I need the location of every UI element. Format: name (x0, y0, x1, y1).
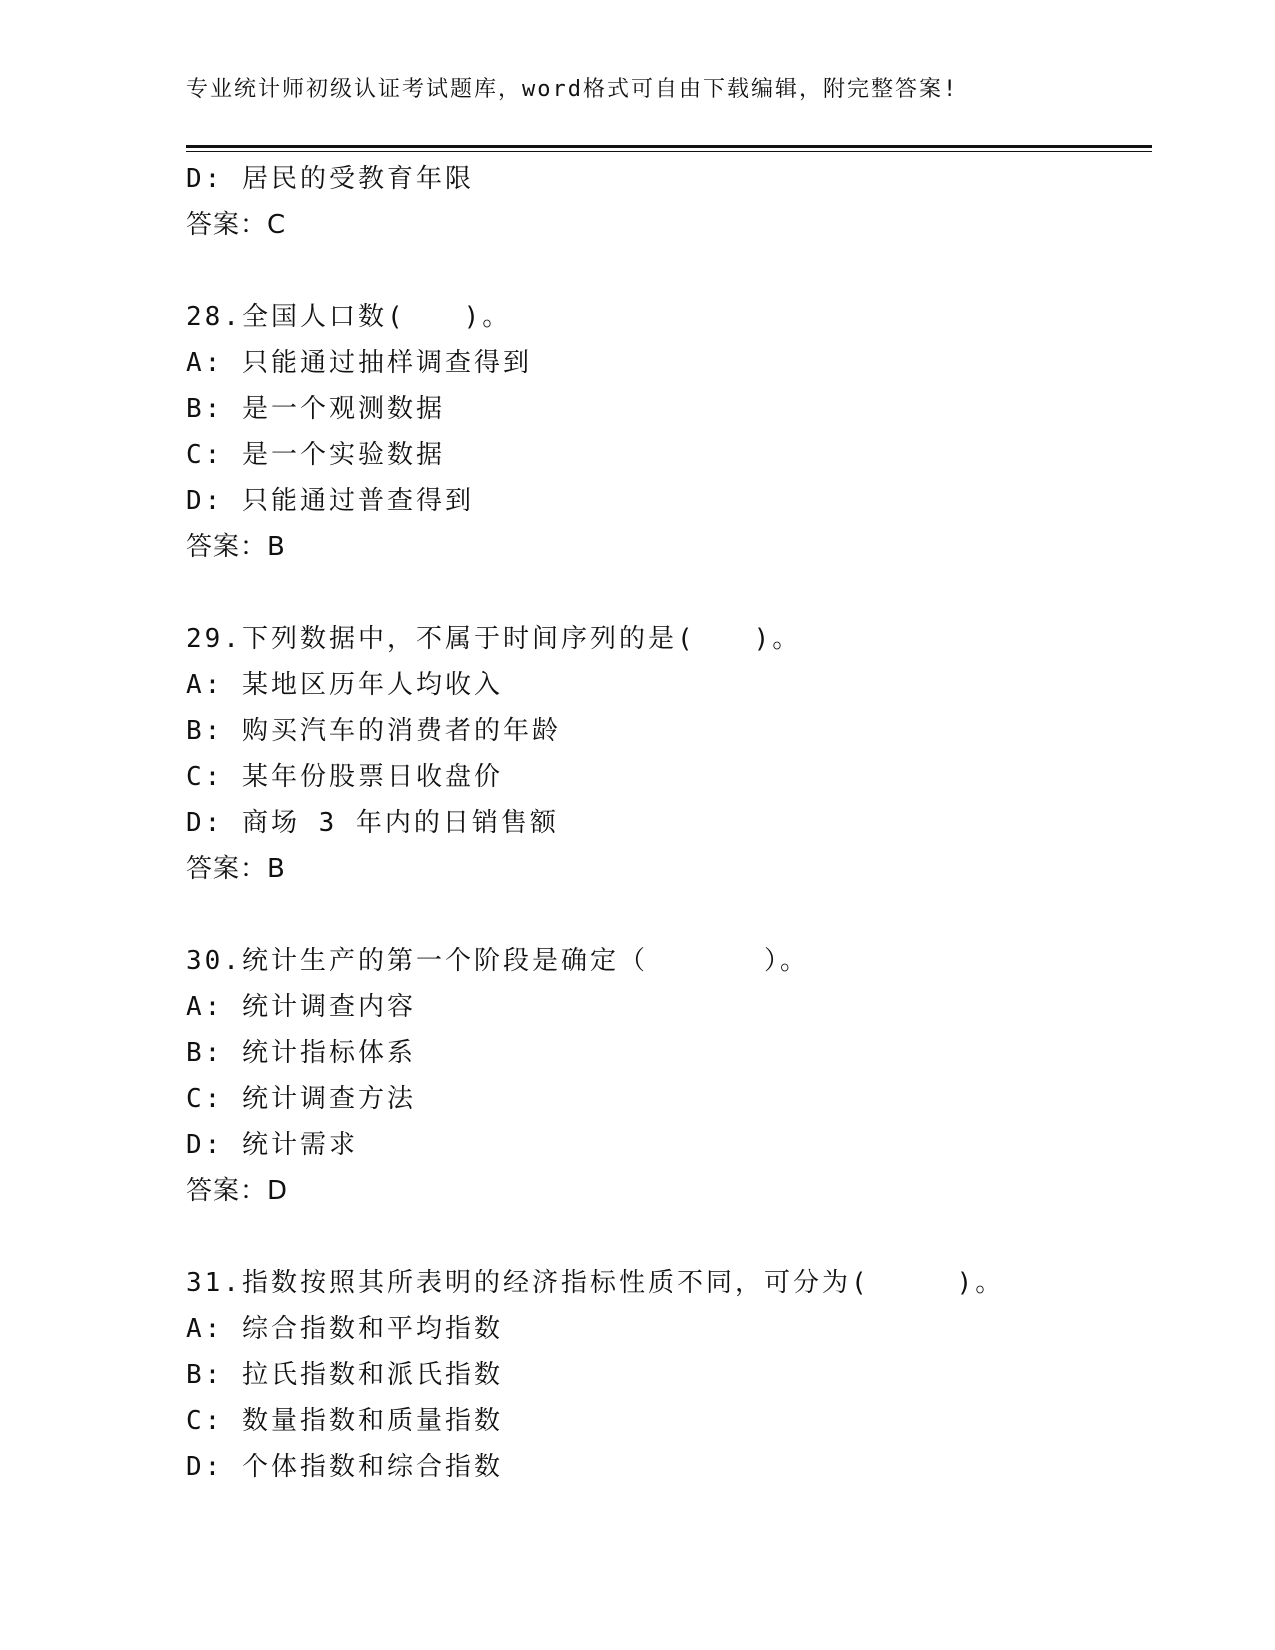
question-stem: 28.全国人口数( )。 (186, 302, 512, 332)
header-rule-thick (186, 145, 1152, 148)
option-d: D: 居民的受教育年限 (186, 164, 474, 194)
option-a: A: 某地区历年人均收入 (186, 670, 503, 700)
option-b: B: 购买汽车的消费者的年龄 (186, 716, 561, 746)
question-28 (186, 294, 1146, 570)
option-c: C: 数量指数和质量指数 (186, 1406, 503, 1436)
question-list (186, 156, 1146, 1490)
option-a: A: 综合指数和平均指数 (186, 1314, 503, 1344)
spacer (186, 570, 1146, 616)
option-b: B: 统计指标体系 (186, 1038, 416, 1068)
question-31 (186, 1260, 1146, 1490)
option-b: B: 拉氏指数和派氏指数 (186, 1360, 503, 1390)
answer-line: 答案：D (186, 1176, 289, 1206)
answer-line: 答案：B (186, 532, 286, 562)
option-c: C: 统计调查方法 (186, 1084, 416, 1114)
spacer (186, 892, 1146, 938)
option-d: D: 统计需求 (186, 1130, 358, 1160)
header-rule-thin (186, 151, 1152, 152)
option-a: A: 统计调查内容 (186, 992, 416, 1022)
option-d: D: 只能通过普查得到 (186, 486, 474, 516)
spacer (186, 1214, 1146, 1260)
question-29 (186, 616, 1146, 892)
spacer (186, 248, 1146, 294)
answer-line: 答案：C (186, 210, 287, 240)
question-stem: 31.指数按照其所表明的经济指标性质不同，可分为( )。 (186, 1268, 1005, 1298)
option-d: D: 个体指数和综合指数 (186, 1452, 503, 1482)
option-b: B: 是一个观测数据 (186, 394, 445, 424)
option-d: D: 商场 3 年内的日销售额 (186, 808, 559, 838)
option-c: C: 是一个实验数据 (186, 440, 445, 470)
page-header: 专业统计师初级认证考试题库，word格式可自由下载编辑，附完整答案! (186, 77, 959, 102)
question-30 (186, 938, 1146, 1214)
option-a: A: 只能通过抽样调查得到 (186, 348, 532, 378)
question-stem: 29.下列数据中，不属于时间序列的是( )。 (186, 624, 802, 654)
option-c: C: 某年份股票日收盘价 (186, 762, 503, 792)
answer-line: 答案：B (186, 854, 286, 884)
question-stem: 30.统计生产的第一个阶段是确定（ ）。 (186, 946, 809, 976)
